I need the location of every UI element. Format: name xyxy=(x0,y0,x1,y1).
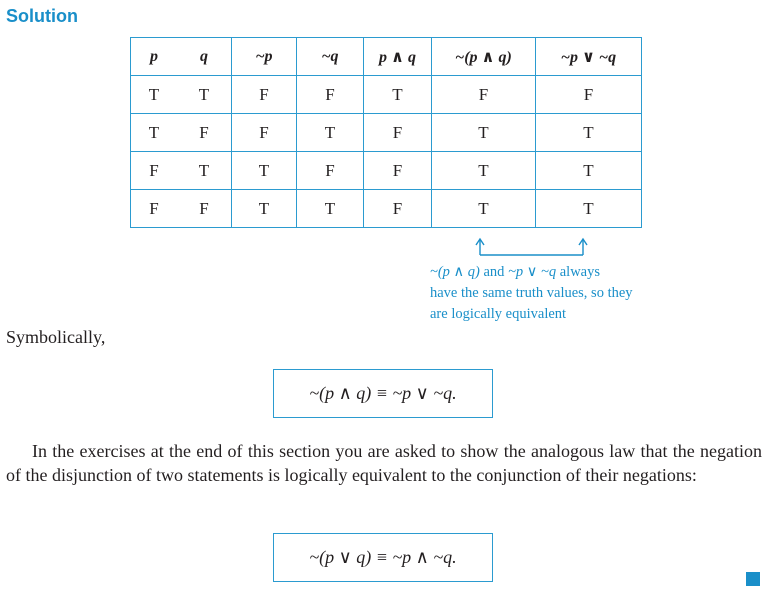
table-cell: T xyxy=(232,152,297,190)
annotation-line-3: are logically equivalent xyxy=(430,306,567,322)
formula-box-de-morgan-or xyxy=(273,533,493,582)
formula-box-de-morgan-and xyxy=(273,369,493,418)
table-cell: T xyxy=(131,114,178,152)
table-cell: F xyxy=(536,76,642,114)
table-cell: T xyxy=(432,114,536,152)
table-cell: T xyxy=(432,190,536,228)
table-cell: T xyxy=(432,152,536,190)
formula-de-morgan-or: ~(p ∨ q) ≡ ~p ∧ ~q. xyxy=(309,547,457,567)
table-cell: T xyxy=(177,152,232,190)
table-cell: F xyxy=(177,190,232,228)
header-not-p-and-q: ~(p ∧ q) xyxy=(432,38,536,76)
arrowhead-up-icon xyxy=(476,239,484,245)
table-cell: T xyxy=(177,76,232,114)
table-cell: T xyxy=(297,190,364,228)
table-row xyxy=(131,152,642,190)
table-cell: F xyxy=(131,190,178,228)
table-cell: F xyxy=(297,152,364,190)
table-row xyxy=(131,76,642,114)
table-cell: F xyxy=(232,76,297,114)
formula-de-morgan-and: ~(p ∧ q) ≡ ~p ∨ ~q. xyxy=(309,383,457,403)
table-cell: T xyxy=(297,114,364,152)
table-cell: F xyxy=(232,114,297,152)
header-p-and-q: p ∧ q xyxy=(364,38,432,76)
table-cell: T xyxy=(536,114,642,152)
table-cell: F xyxy=(364,152,432,190)
table-cell: F xyxy=(364,114,432,152)
body-paragraph: In the exercises at the end of this section you are asked to show the analogous law that the negation of the disjunction of two statements is logically equivalent to the conjunction of their negations: xyxy=(6,441,762,485)
table-cell: T xyxy=(536,190,642,228)
annotation-and: and xyxy=(479,264,509,280)
table-row xyxy=(131,114,642,152)
annotation-note xyxy=(430,262,633,325)
end-of-solution-square-icon xyxy=(746,572,760,586)
table-cell: F xyxy=(177,114,232,152)
table-cell: T xyxy=(536,152,642,190)
symbolically-label: Symbolically, xyxy=(6,327,106,347)
annotation-always: always xyxy=(556,264,601,280)
annotation-expr-a: ~(p ∧ q) xyxy=(430,264,480,280)
header-not-p: ~p xyxy=(232,38,297,76)
header-not-q: ~q xyxy=(297,38,364,76)
truth-table xyxy=(130,37,642,228)
table-cell: F xyxy=(297,76,364,114)
table-cell: F xyxy=(131,152,178,190)
header-p: p xyxy=(131,38,178,76)
annotation-expr-b: ~p ∨ ~q xyxy=(508,264,557,280)
header-q: q xyxy=(177,38,232,76)
annotation-line-1 xyxy=(430,262,633,283)
arrowhead-up-icon xyxy=(579,239,587,245)
table-cell: T xyxy=(131,76,178,114)
table-cell: F xyxy=(364,190,432,228)
truth-table-header-row xyxy=(131,38,642,76)
table-cell: F xyxy=(432,76,536,114)
solution-heading: Solution xyxy=(6,6,78,26)
table-cell: T xyxy=(364,76,432,114)
table-cell: T xyxy=(232,190,297,228)
header-not-p-or-not-q: ~p ∨ ~q xyxy=(536,38,642,76)
annotation-line-2: have the same truth values, so they xyxy=(430,285,633,301)
table-row xyxy=(131,190,642,228)
